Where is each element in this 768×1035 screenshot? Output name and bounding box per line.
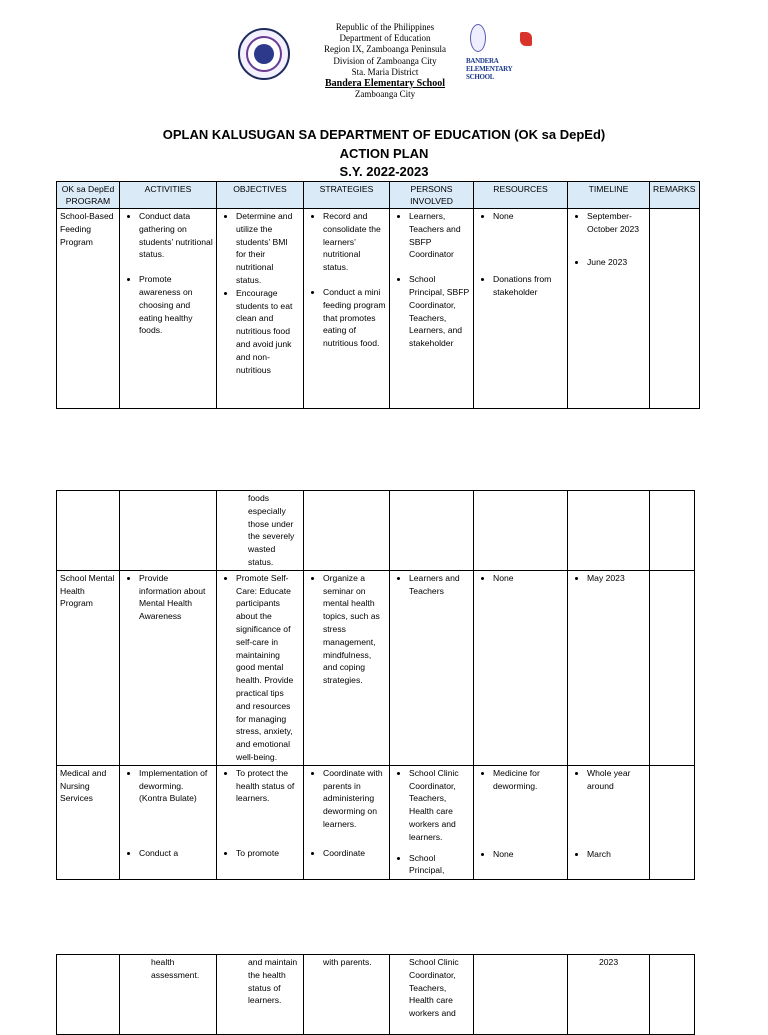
program-cell: Medical and Nursing Services bbox=[57, 765, 120, 879]
objectives-cell bbox=[217, 570, 304, 765]
list-item: • Learners and Teachers bbox=[409, 572, 470, 598]
list-item: • Medicine for deworming. bbox=[493, 767, 564, 793]
list-item: • Provide information about Mental Health Awareness bbox=[139, 572, 213, 623]
remarks-cell bbox=[650, 209, 700, 409]
list-item: • To promote bbox=[236, 847, 300, 860]
list-item: • Conduct a mini feeding program that promotes eating of nutritious food. bbox=[323, 286, 386, 350]
list-item: • Promote awareness on choosing and eating healthy foods. bbox=[139, 273, 213, 337]
spacer bbox=[587, 792, 646, 848]
spacer bbox=[323, 274, 386, 286]
action-plan-table-part-2 bbox=[56, 490, 695, 880]
spacer bbox=[493, 223, 564, 273]
header-strategies: STRATEGIES bbox=[304, 182, 390, 209]
list-item: • School Principal, SBFP Coordinator, Teachers, Learners, and stakeholder bbox=[409, 273, 470, 350]
strategies-cell bbox=[304, 209, 390, 409]
deped-school-logo bbox=[466, 24, 538, 86]
resources-cell bbox=[474, 765, 568, 879]
activities-cell bbox=[120, 955, 217, 1035]
strategy-continued: with parents. bbox=[323, 957, 372, 967]
letterhead-text bbox=[300, 22, 470, 100]
list-item: • September-October 2023 bbox=[587, 210, 646, 236]
resources-cell bbox=[474, 491, 568, 571]
seal-core bbox=[254, 44, 274, 64]
school-name: Bandera Elementary School bbox=[325, 78, 445, 90]
letterhead-line: Department of Education bbox=[339, 33, 431, 44]
list-item: • June 2023 bbox=[587, 256, 646, 269]
timeline-cell bbox=[568, 955, 650, 1035]
list-item: • Encourage students to eat clean and nutritious food and avoid junk and non-nutritious bbox=[236, 287, 300, 377]
resources-cell bbox=[474, 570, 568, 765]
header-resources: RESOURCES bbox=[474, 182, 568, 209]
action-plan-table-part-1 bbox=[56, 181, 700, 409]
objectives-cell bbox=[217, 209, 304, 409]
action-plan-table-part-3 bbox=[56, 954, 695, 1035]
letterhead bbox=[0, 22, 768, 112]
table-row-feeding bbox=[57, 209, 700, 409]
activities-cell bbox=[120, 209, 217, 409]
program-cell bbox=[57, 491, 120, 571]
strategies-cell bbox=[304, 955, 390, 1035]
table-row-mental-health bbox=[57, 570, 695, 765]
list-item: • Coordinate bbox=[323, 847, 386, 860]
deped-seal-icon bbox=[470, 24, 486, 52]
letterhead-line: Republic of the Philippines bbox=[335, 22, 435, 32]
persons-cell bbox=[390, 209, 474, 409]
program-cell bbox=[57, 955, 120, 1035]
resources-cell bbox=[474, 209, 568, 409]
list-item: • Donations from stakeholder bbox=[493, 273, 564, 299]
spacer bbox=[409, 261, 470, 273]
letterhead-line: Sta. Maria District bbox=[351, 66, 419, 77]
list-item: • Coordinate with parents in administering deworming on learners. bbox=[323, 767, 386, 831]
title-line-2: ACTION PLAN bbox=[339, 145, 429, 161]
persons-cell bbox=[390, 765, 474, 879]
list-item: • Record and consolidate the learners’ nutritional status. bbox=[323, 210, 386, 274]
list-item: • Conduct a bbox=[139, 847, 213, 860]
strategies-cell bbox=[304, 491, 390, 571]
letterhead-line: Region IX, Zamboanga Peninsula bbox=[324, 44, 446, 55]
spacer bbox=[409, 844, 470, 852]
activities-cell bbox=[120, 765, 217, 879]
list-item: • School Clinic Coordinator, Teachers, Health care workers and learners. bbox=[409, 767, 470, 844]
header-objectives: OBJECTIVES bbox=[217, 182, 304, 209]
program-cell: School-Based Feeding Program bbox=[57, 209, 120, 409]
persons-cell bbox=[390, 570, 474, 765]
spacer bbox=[139, 261, 213, 273]
remarks-cell bbox=[650, 570, 695, 765]
resources-cell bbox=[474, 955, 568, 1035]
remarks-cell bbox=[650, 955, 695, 1035]
timeline-cell bbox=[568, 491, 650, 571]
list-item: • May 2023 bbox=[587, 572, 646, 585]
school-seal-logo bbox=[238, 28, 290, 80]
list-item: • Implementation of deworming. (Kontra Bulate) bbox=[139, 767, 213, 805]
spacer bbox=[493, 792, 564, 848]
spacer bbox=[139, 805, 213, 847]
logo-banner: BANDERA ELEMENTARY SCHOOL bbox=[466, 57, 513, 81]
header-activities: ACTIVITIES bbox=[120, 182, 217, 209]
school-city: Zamboanga City bbox=[354, 89, 416, 100]
title-line-3: S.Y. 2022-2023 bbox=[339, 164, 429, 179]
header-persons: PERSONS INVOLVED bbox=[390, 182, 474, 209]
persons-continued: School Clinic Coordinator, Teachers, Health care workers and bbox=[409, 957, 459, 1019]
timeline-cell bbox=[568, 209, 650, 409]
letterhead-line: Division of Zamboanga City bbox=[333, 55, 437, 66]
timeline-cell bbox=[568, 765, 650, 879]
remarks-cell bbox=[650, 765, 695, 879]
header-program: OK sa DepEd PROGRAM bbox=[57, 182, 120, 209]
activities-cell bbox=[120, 491, 217, 571]
spacer bbox=[236, 805, 300, 847]
timeline-continued: 2023 bbox=[599, 957, 619, 967]
header-timeline: TIMELINE bbox=[568, 182, 650, 209]
list-item: • None bbox=[493, 848, 564, 861]
objective-continued: and maintain the health status of learners. bbox=[248, 957, 298, 1006]
header-remarks: REMARKS bbox=[650, 182, 700, 209]
table-row-feeding-continued bbox=[57, 491, 695, 571]
objectives-cell bbox=[217, 955, 304, 1035]
title-line-1: OPLAN KALUSUGAN SA DEPARTMENT OF EDUCATION (OK sa DepEd) bbox=[162, 127, 606, 142]
list-item: • Organize a seminar on mental health topics, such as stress management, mindfulness, and coping strategies. bbox=[323, 572, 386, 687]
list-item: • March bbox=[587, 848, 646, 861]
timeline-cell bbox=[568, 570, 650, 765]
deped-mark-icon bbox=[520, 32, 532, 46]
list-item: • Conduct data gathering on students’ nutritional status. bbox=[139, 210, 213, 261]
list-item: • None bbox=[493, 210, 564, 223]
list-item: • Promote Self-Care: Educate participants about the significance of self-care in maintaining good mental health. Provide practical tips and resources for managing stress, anxiety, and emotional well-being. bbox=[236, 572, 300, 764]
list-item: • To protect the health status of learners. bbox=[236, 767, 300, 805]
strategies-cell bbox=[304, 765, 390, 879]
table-row-medical bbox=[57, 765, 695, 879]
list-item: • Whole year around bbox=[587, 767, 646, 793]
program-cell: School Mental Health Program bbox=[57, 570, 120, 765]
objectives-cell bbox=[217, 765, 304, 879]
activity-continued: health assessment. bbox=[151, 957, 200, 980]
spacer bbox=[323, 831, 386, 847]
spacer bbox=[587, 236, 646, 256]
list-item: • Determine and utilize the students’ BMI for their nutritional status. bbox=[236, 210, 300, 287]
list-item: • Learners, Teachers and SBFP Coordinator bbox=[409, 210, 470, 261]
remarks-cell bbox=[650, 491, 695, 571]
list-item: • None bbox=[493, 572, 564, 585]
activities-cell bbox=[120, 570, 217, 765]
table-row-medical-continued bbox=[57, 955, 695, 1035]
strategies-cell bbox=[304, 570, 390, 765]
list-item: • School Principal, bbox=[409, 852, 470, 878]
persons-cell bbox=[390, 491, 474, 571]
objectives-cell bbox=[217, 491, 304, 571]
table-header-row bbox=[57, 182, 700, 209]
objective-continued: foods especially those under the severely wasted status. bbox=[248, 493, 295, 567]
persons-cell bbox=[390, 955, 474, 1035]
document-title bbox=[0, 126, 768, 182]
